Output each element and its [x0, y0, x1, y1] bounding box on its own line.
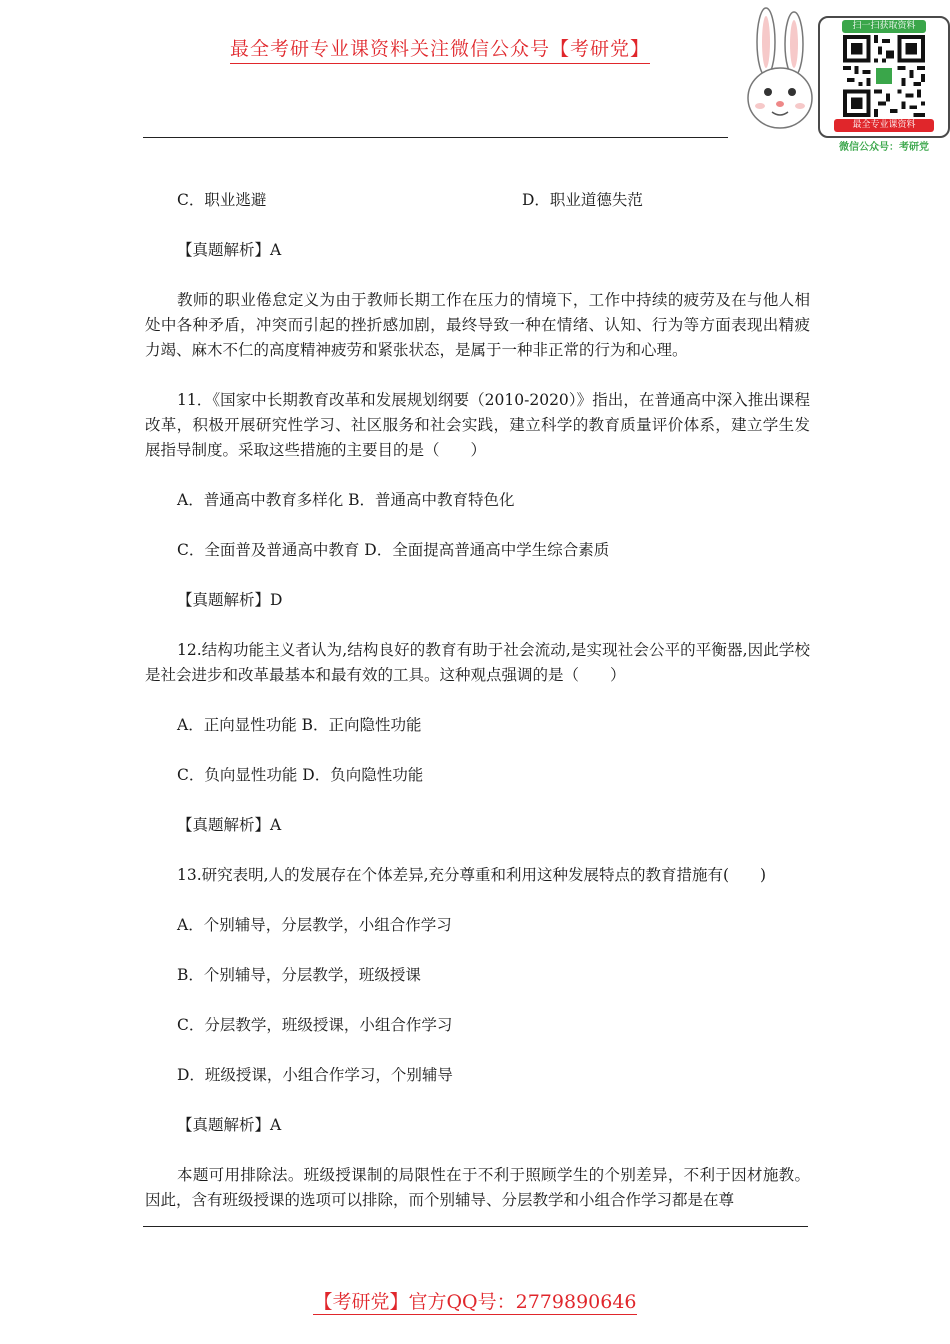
question-13-option-d: D．班级授课，小组合作学习，个别辅导: [177, 1066, 453, 1084]
question-12: 12.结构功能主义者认为,结构良好的教育有助于社会流动,是实现社会公平的平衡器,因此学校是社会进步和改革最基本和最有效的工具。这种观点强调的是（ ）: [145, 641, 810, 684]
answer-label: 【真题解析】A: [177, 1116, 282, 1134]
wechat-caption: 微信公众号：考研党: [839, 142, 929, 153]
header-divider: [143, 137, 728, 138]
rabbit-mascot-icon: [738, 2, 818, 142]
question-13-option-c: C．分层教学，班级授课，小组合作学习: [177, 1016, 453, 1034]
question-12-options-ab: A．正向显性功能 B．正向隐性功能: [177, 716, 422, 734]
qr-code-icon: [840, 35, 928, 117]
question-13-option-a: A．个别辅导，分层教学，小组合作学习: [177, 916, 452, 934]
footer: [0, 1287, 950, 1315]
answer-label: 【真题解析】A: [177, 241, 282, 259]
explanation-paragraph: 教师的职业倦怠定义为由于教师长期工作在压力的情境下，工作中持续的疲劳及在与他人相处中各种矛盾，冲突而引起的挫折感加剧，最终导致一种在情绪、认知、行为等方面表现出精疲力竭、麻木不仁的高度精神疲劳和紧张状态，是属于一种非正常的行为和心理。: [145, 291, 810, 359]
explanation-paragraph: 本题可用排除法。班级授课制的局限性在于不利于照顾学生的个别差异，不利于因材施教。因此，含有班级授课的选项可以排除，而个别辅导、分层教学和小组合作学习都是在尊: [145, 1166, 810, 1209]
option-row: [145, 188, 810, 213]
qr-card: [818, 16, 950, 138]
answer-label: 【真题解析】A: [177, 816, 282, 834]
question-11: 11．《国家中长期教育改革和发展规划纲要（2010-2020）》指出，在普通高中深入推出课程改革，积极开展研究性学习、社区服务和社会实践，建立科学的教育质量评价体系，建立学生发展指导制度。采取这些措施的主要目的是（ ）: [145, 391, 810, 459]
option-c: C．职业逃避: [177, 191, 267, 209]
question-11-options-cd: C．全面普及普通高中教育 D．全面提高普通高中学生综合素质: [177, 541, 610, 559]
qr-top-label: 扫一扫获取资料: [842, 20, 926, 33]
question-13: 13.研究表明,人的发展存在个体差异,充分尊重和利用这种发展特点的教育措施有( ): [177, 866, 767, 884]
question-13-option-b: B．个别辅导，分层教学，班级授课: [177, 966, 421, 984]
question-11-options-ab: A．普通高中教育多样化 B．普通高中教育特色化: [177, 491, 515, 509]
answer-label: 【真题解析】D: [177, 591, 283, 609]
header-title-text: 最全考研专业课资料关注微信公众号【考研党】: [230, 34, 650, 64]
option-d: D．职业道德失范: [522, 191, 643, 209]
question-12-options-cd: C．负向显性功能 D．负向隐性功能: [177, 766, 424, 784]
footer-text: 【考研党】官方QQ号：2779890646: [313, 1287, 636, 1315]
footer-divider: [143, 1226, 808, 1227]
qr-bottom-label: 最全专业课资料: [834, 119, 934, 132]
